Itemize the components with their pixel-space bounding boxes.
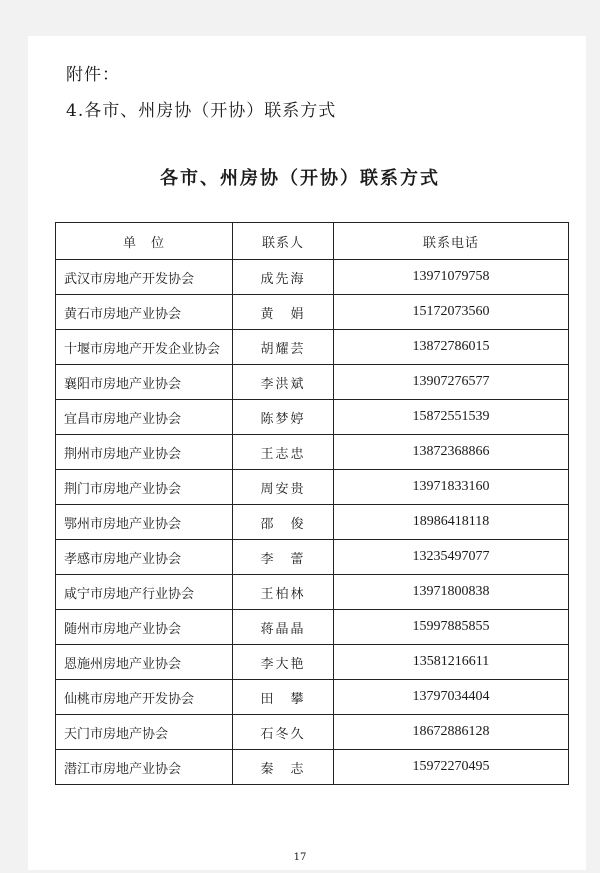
unit-cell: 天门市房地产协会 [56,715,233,750]
contact-person-cell: 周安贵 [233,470,334,505]
contact-person-cell: 陈梦婷 [233,400,334,435]
contact-person-cell: 黄 娟 [233,295,334,330]
table-row [56,365,569,400]
phone-cell: 18986418118 [334,505,569,540]
table-row [56,330,569,365]
phone-cell: 13235497077 [334,540,569,575]
phone-cell: 18672886128 [334,715,569,750]
phone-cell: 15997885855 [334,610,569,645]
phone-cell: 15872551539 [334,400,569,435]
table-row [56,505,569,540]
table-row [56,645,569,680]
phone-cell: 13797034404 [334,680,569,715]
unit-cell: 鄂州市房地产业协会 [56,505,233,540]
contact-person-cell: 李大艳 [233,645,334,680]
unit-cell: 荆门市房地产业协会 [56,470,233,505]
attachment-item-line: 4.各市、州房协（开协）联系方式 [66,101,337,121]
table-row [56,400,569,435]
phone-cell: 15172073560 [334,295,569,330]
phone-cell: 13907276577 [334,365,569,400]
page-number: 17 [293,852,307,863]
table-row [56,610,569,645]
unit-cell: 仙桃市房地产开发协会 [56,680,233,715]
unit-cell: 潜江市房地产业协会 [56,750,233,785]
phone-cell: 13872786015 [334,330,569,365]
table-row [56,435,569,470]
attachment-label: 附件： [66,65,120,85]
contact-person-cell: 成先海 [233,260,334,295]
unit-cell: 襄阳市房地产业协会 [56,365,233,400]
contact-person-cell: 胡耀芸 [233,330,334,365]
unit-cell: 孝感市房地产业协会 [56,540,233,575]
unit-cell: 荆州市房地产业协会 [56,435,233,470]
table-row [56,750,569,785]
phone-cell: 13872368866 [334,435,569,470]
unit-cell: 黄石市房地产业协会 [56,295,233,330]
table-row [56,575,569,610]
table-row [56,540,569,575]
contact-person-cell: 王志忠 [233,435,334,470]
phone-cell: 13581216611 [334,645,569,680]
unit-cell: 咸宁市房地产行业协会 [56,575,233,610]
contact-person-cell: 邵 俊 [233,505,334,540]
contact-person-cell: 石冬久 [233,715,334,750]
column-header-phone: 联系电话 [334,223,569,260]
contact-person-cell: 王柏林 [233,575,334,610]
phone-cell: 13971833160 [334,470,569,505]
table-row [56,470,569,505]
document-title: 各市、州房协（开协）联系方式 [160,168,440,189]
unit-cell: 宜昌市房地产业协会 [56,400,233,435]
contact-person-cell: 李洪斌 [233,365,334,400]
table-header-row [56,223,569,260]
contacts-table [55,222,569,785]
contact-person-cell: 蒋晶晶 [233,610,334,645]
contact-person-cell: 李 蕾 [233,540,334,575]
phone-cell: 13971800838 [334,575,569,610]
table-row [56,715,569,750]
table-row [56,295,569,330]
column-header-unit: 单 位 [56,223,233,260]
table-row [56,680,569,715]
unit-cell: 武汉市房地产开发协会 [56,260,233,295]
unit-cell: 随州市房地产业协会 [56,610,233,645]
unit-cell: 恩施州房地产业协会 [56,645,233,680]
contact-person-cell: 田 攀 [233,680,334,715]
unit-cell: 十堰市房地产开发企业协会 [56,330,233,365]
phone-cell: 15972270495 [334,750,569,785]
column-header-person: 联系人 [233,223,334,260]
phone-cell: 13971079758 [334,260,569,295]
table-row [56,260,569,295]
contact-person-cell: 秦 志 [233,750,334,785]
